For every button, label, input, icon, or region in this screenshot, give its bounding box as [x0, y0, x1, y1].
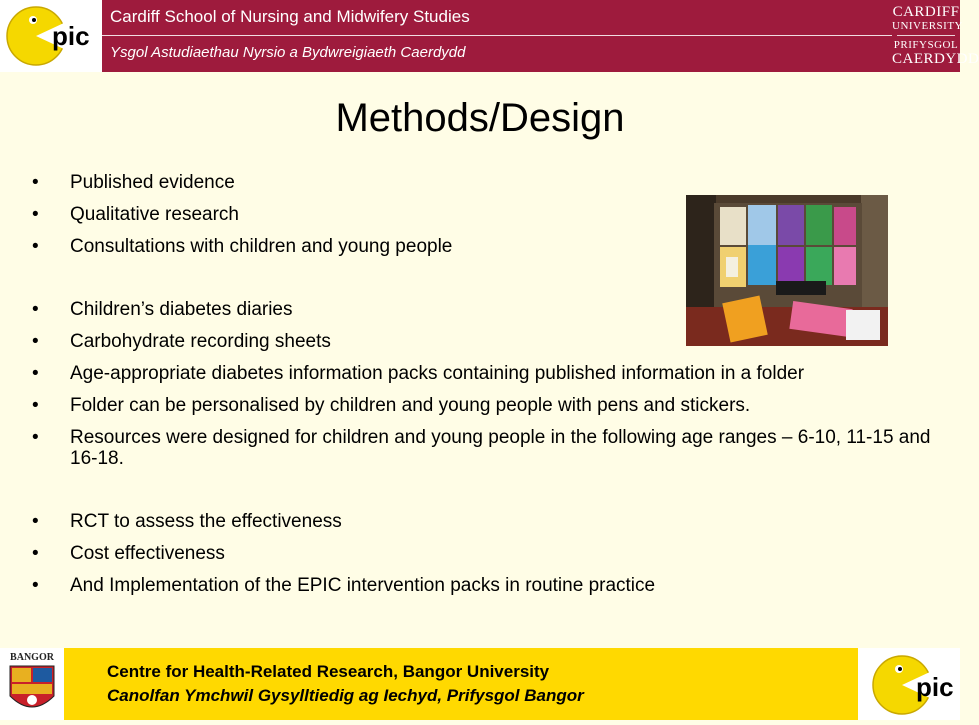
cu-logo-divider	[897, 35, 955, 36]
bullet-text: Qualitative research	[70, 204, 239, 225]
epic-logo-footer	[858, 648, 960, 720]
banner-divider	[102, 35, 892, 36]
bangor-logo-text: BANGOR	[10, 652, 54, 663]
bullet-text: And Implementation of the EPIC intervention packs in routine practice	[70, 575, 656, 596]
cu-logo-line4: CAERDYDD	[892, 51, 979, 67]
brochure-display-photo-icon	[686, 195, 888, 346]
bullet-text: Cost effectiveness	[70, 543, 225, 564]
bullet-item	[32, 363, 937, 384]
centre-name-english: Centre for Health-Related Research, Bangor University	[107, 662, 550, 681]
bullet-dot: •	[32, 543, 39, 564]
school-banner	[102, 0, 979, 72]
epic-logo-text: pic	[52, 21, 90, 51]
bullet-dot: •	[32, 299, 39, 320]
information-packs-photo	[686, 195, 888, 346]
bullet-dot: •	[32, 204, 39, 225]
bullet-dot: •	[32, 427, 39, 448]
epic-logo	[0, 0, 102, 72]
bullet-dot: •	[32, 236, 39, 257]
bullet-text: RCT to assess the effectiveness	[70, 511, 342, 532]
bullet-item	[32, 543, 937, 564]
school-name-english: Cardiff School of Nursing and Midwifery Studies	[110, 7, 470, 26]
bullet-item	[32, 395, 937, 416]
bullet-text: Published evidence	[70, 172, 235, 193]
bullet-dot: •	[32, 331, 39, 352]
bullet-text: Consultations with children and young people	[70, 236, 453, 257]
bullet-item	[32, 172, 937, 193]
header	[0, 0, 979, 72]
footer	[0, 648, 960, 720]
cardiff-university-logo	[892, 0, 979, 72]
school-name-welsh: Ysgol Astudiaethau Nyrsio a Bydwreigiaeth Caerdydd	[110, 44, 466, 61]
bullet-dot: •	[32, 575, 39, 596]
epic-logo-icon	[0, 0, 102, 72]
cu-logo-line3: PRIFYSGOL	[893, 39, 959, 51]
bangor-crest-icon	[0, 648, 64, 720]
slide-title: Methods/Design	[335, 96, 625, 140]
bullet-text: Resources were designed for children and young people in the following age ranges – 6-10, 11-15 and 16-18.	[70, 427, 931, 469]
cu-logo-line2: UNIVERSITY	[892, 20, 963, 32]
bullet-text: Age-appropriate diabetes information packs containing published information in a folder	[70, 363, 805, 384]
epic-logo-footer-icon	[858, 648, 960, 720]
bullet-item	[32, 511, 937, 532]
bullet-item	[32, 427, 937, 469]
centre-name-welsh: Canolfan Ymchwil Gysylltiedig ag Iechyd, Prifysgol Bangor	[107, 686, 584, 705]
cu-logo-line1: CARDIFF	[892, 4, 960, 20]
bullet-item	[32, 575, 937, 596]
bullet-dot: •	[32, 363, 39, 384]
bullet-text: Children’s diabetes diaries	[70, 299, 293, 320]
bangor-university-logo	[0, 648, 64, 720]
bullet-dot: •	[32, 511, 39, 532]
bullet-text: Folder can be personalised by children and young people with pens and stickers.	[70, 395, 751, 416]
bullet-text: Carbohydrate recording sheets	[70, 331, 331, 352]
footer-band	[64, 648, 858, 720]
epic-logo-footer-text: pic	[916, 672, 954, 702]
bullet-dot: •	[32, 172, 39, 193]
bullet-dot: •	[32, 395, 39, 416]
